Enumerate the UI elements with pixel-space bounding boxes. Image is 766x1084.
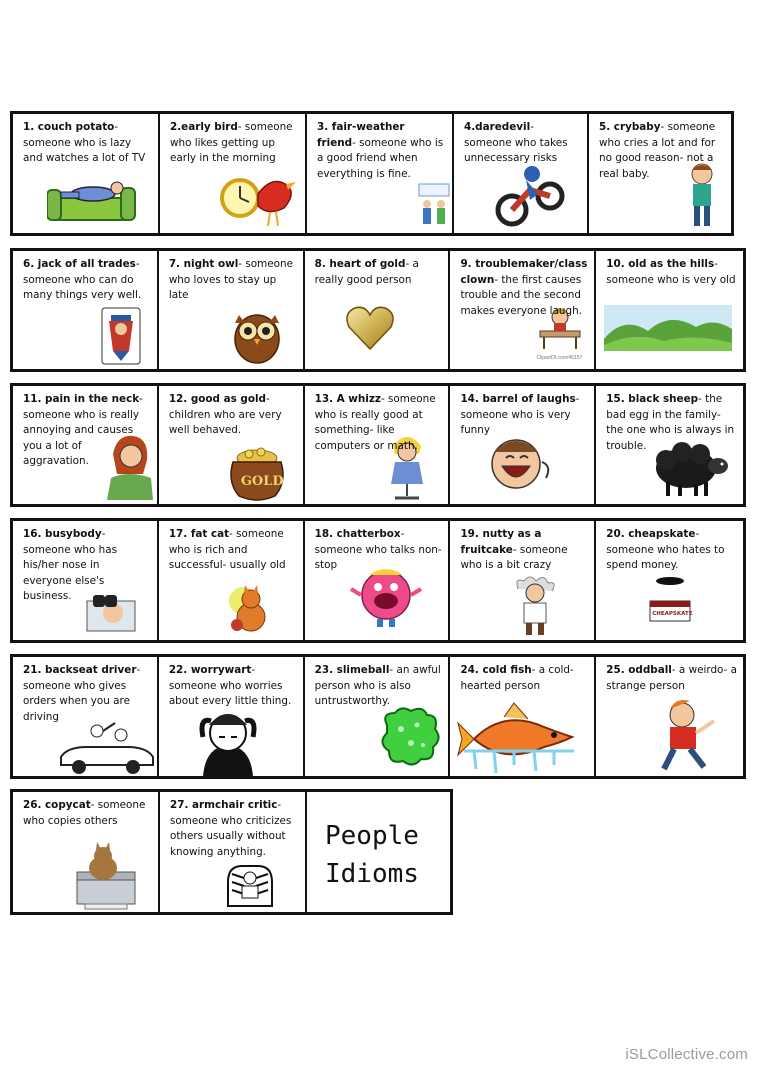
jack-card-icon <box>101 307 141 365</box>
owl-icon <box>229 307 285 365</box>
card-definition: - someone who copies others <box>23 799 146 827</box>
card-26 <box>13 792 160 912</box>
card-term: 3. fair-weather friend <box>317 121 405 149</box>
card-term: 10. old as the hills <box>606 258 715 270</box>
card-term: 2.early bird <box>170 121 238 133</box>
card-definition: - someone who is really good at something- like computers or math. <box>314 393 436 452</box>
card-13 <box>305 386 451 504</box>
card-11 <box>13 386 159 504</box>
card-6 <box>13 251 159 369</box>
worksheet-title <box>325 817 419 893</box>
card-term: 22. worrywart <box>168 664 252 676</box>
slime-icon <box>377 705 443 771</box>
card-17 <box>159 521 305 640</box>
card-1 <box>13 114 160 233</box>
worried-man-icon <box>173 707 283 776</box>
card-term: 16. busybody <box>23 528 102 540</box>
hills-icon <box>604 305 732 351</box>
card-definition: - someone who cries a lot and for no good reason- not a real baby. <box>599 121 716 180</box>
card-27 <box>160 792 307 912</box>
card-term: 5. crybaby <box>599 121 661 133</box>
crazy-scientist-icon <box>510 575 560 635</box>
card-definition: - someone who talks non-stop <box>314 528 442 572</box>
card-definition: - children who are very well behaved. <box>168 393 282 437</box>
card-term: 1. couch potato <box>23 121 115 133</box>
card-definition: - someone who is a good friend when everything is fine. <box>317 136 444 180</box>
cheapskate-icon <box>640 571 700 627</box>
site-watermark: iSLCollective.com <box>625 1046 748 1063</box>
card-definition: - someone who likes getting up early in the morning <box>170 121 293 165</box>
card-7 <box>159 251 305 369</box>
card-term: 8. heart of gold <box>314 258 406 270</box>
card-3 <box>307 114 454 233</box>
card-term: 24. cold fish <box>460 664 532 676</box>
card-9 <box>450 251 596 369</box>
card-term: 19. nutty as a fruitcake <box>460 528 542 556</box>
card-definition: - someone who gives orders when you are driving <box>23 664 141 723</box>
barrel-label: GOLD <box>240 474 284 489</box>
laughing-man-icon <box>480 432 556 498</box>
fat-cat-icon <box>223 581 271 635</box>
card-8 <box>305 251 451 369</box>
row-5 <box>10 654 746 779</box>
card-term: 4.daredevil <box>464 121 531 133</box>
card-definition: - someone who is really annoying and causes you a lot of aggravation. <box>23 393 143 468</box>
row-2 <box>10 248 746 372</box>
card-20 <box>596 521 743 640</box>
card-25 <box>596 657 743 776</box>
card-term: 27. armchair critic <box>170 799 278 811</box>
card-term: 12. good as gold <box>168 393 266 405</box>
card-term: 21. backseat driver <box>23 664 137 676</box>
card-definition: - someone who takes unnecessary risks <box>464 121 568 165</box>
card-term: 11. pain in the neck <box>23 393 140 405</box>
card-23 <box>305 657 451 776</box>
motorbike-icon <box>494 160 566 228</box>
chatterbox-icon <box>349 565 423 629</box>
card-definition: - someone who worries about every little thing. <box>168 664 292 708</box>
card-14 <box>450 386 596 504</box>
oddball-icon <box>652 693 724 773</box>
frozen-fish-icon <box>454 699 584 775</box>
card-10 <box>596 251 743 369</box>
cheapskate-label: CHEAPSKATE <box>652 611 693 617</box>
card-22 <box>159 657 305 776</box>
gold-heart-icon <box>345 305 395 351</box>
card-term: 18. chatterbox <box>314 528 401 540</box>
card-definition: - someone who loves to stay up late <box>168 258 293 302</box>
card-definition: - someone who is very funny <box>460 393 580 437</box>
card-15 <box>596 386 743 504</box>
row-6 <box>10 789 453 915</box>
title-line-2: Idioms <box>325 859 419 889</box>
card-16 <box>13 521 159 640</box>
cat-copier-icon <box>73 842 139 910</box>
fair-weather-friends-icon <box>417 182 451 230</box>
card-definition: - the bad egg in the family- the one who is always in trouble. <box>606 393 735 452</box>
card-term: 23. slimeball <box>314 664 390 676</box>
card-definition: - the first causes trouble and the second makes everyone laugh. <box>460 273 582 317</box>
card-definition: - an awful person who is also untrustworthy. <box>314 664 441 708</box>
card-term: 26. copycat <box>23 799 91 811</box>
card-term: 14. barrel of laughs <box>460 393 576 405</box>
card-2 <box>160 114 307 233</box>
card-definition: - someone who hates to spend money. <box>606 528 725 572</box>
armchair-critic-icon <box>224 862 276 910</box>
clipart-credit: ClipartOf.com/45157 <box>536 355 583 361</box>
card-term: 25. oddball <box>606 664 672 676</box>
card-5 <box>589 114 731 233</box>
card-term: 15. black sheep <box>606 393 699 405</box>
card-21 <box>13 657 159 776</box>
card-term: 17. fat cat <box>168 528 230 540</box>
card-definition: - someone who is a bit crazy <box>460 543 568 572</box>
card-definition: - a weirdo- a strange person <box>606 664 738 692</box>
title-card <box>307 792 450 912</box>
card-term: 20. cheapskate <box>606 528 696 540</box>
card-definition: - someone who can do many things very well. <box>23 258 142 302</box>
card-12 <box>159 386 305 504</box>
card-term: 9. troublemaker/class clown <box>460 258 588 286</box>
card-definition: - someone who criticizes others usually without knowing anything. <box>170 799 292 858</box>
card-definition: - someone who has his/her nose in everyone else's business. <box>23 528 118 603</box>
card-definition: - someone who is very old <box>606 258 736 286</box>
title-line-1: People <box>325 821 419 851</box>
row-3 <box>10 383 746 507</box>
bird-clock-icon <box>218 164 298 230</box>
card-18 <box>305 521 451 640</box>
car-icon <box>57 717 155 776</box>
card-19 <box>450 521 596 640</box>
card-4 <box>454 114 589 233</box>
card-term: 7. night owl <box>168 258 239 270</box>
gold-pot-icon <box>227 446 287 502</box>
card-definition: - someone who is lazy and watches a lot of TV <box>23 121 146 165</box>
card-term: 6. jack of all trades <box>23 258 136 270</box>
card-definition: - a really good person <box>314 258 419 286</box>
row-1 <box>10 111 734 236</box>
card-term: 13. A whizz <box>314 393 381 405</box>
card-definition: - a cold-hearted person <box>460 664 574 692</box>
row-4 <box>10 518 746 643</box>
couch-icon <box>47 178 137 226</box>
card-24 <box>450 657 596 776</box>
card-definition: - someone who is rich and successful- usually old <box>168 528 286 572</box>
